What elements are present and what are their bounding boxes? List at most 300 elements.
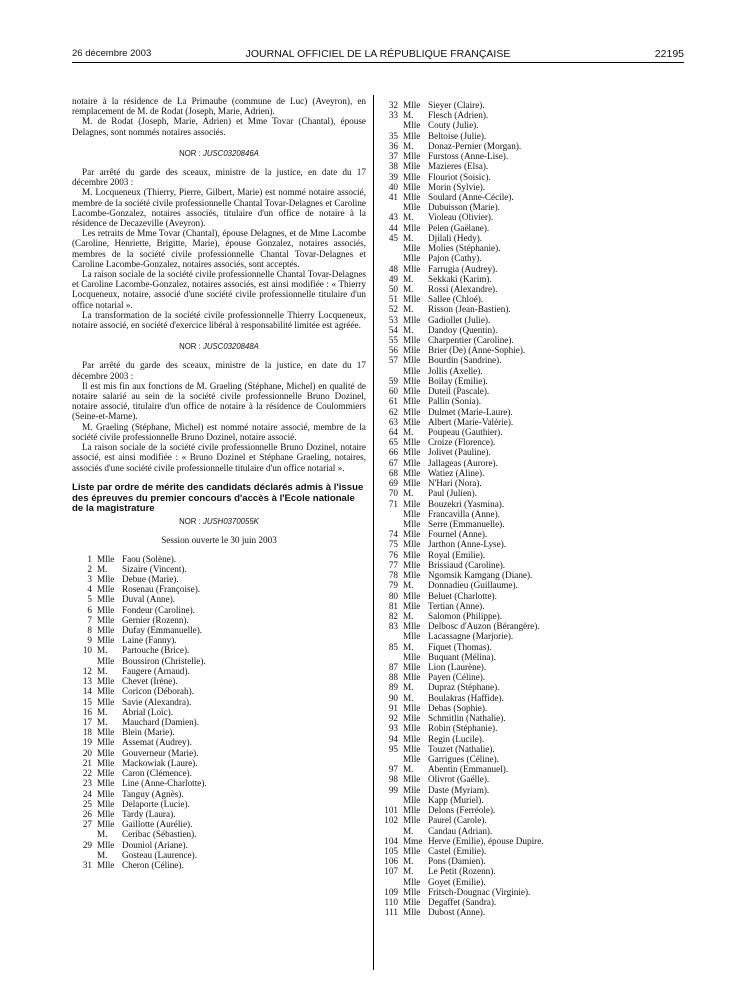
list-item <box>380 468 676 478</box>
candidate-title: Mlle <box>97 614 115 625</box>
list-item <box>72 748 366 758</box>
rank-number: 65 <box>388 437 398 448</box>
rank-number: 60 <box>388 386 398 397</box>
list-item <box>72 666 366 676</box>
list-item <box>72 574 366 584</box>
rank-number: 68 <box>388 467 398 478</box>
list-item <box>72 584 366 594</box>
rank-number: 26 <box>82 808 92 819</box>
rank-number: 75 <box>388 539 398 550</box>
candidate-title: M. <box>97 645 108 656</box>
candidate-name: Dubost (Anne). <box>428 907 486 918</box>
list-item <box>380 591 676 601</box>
rank-number: 94 <box>388 733 398 744</box>
rank-number <box>380 652 398 662</box>
candidate-title: Mlle <box>403 437 421 448</box>
list-item <box>72 707 366 717</box>
candidate-title: M. <box>403 232 414 243</box>
candidate-title: Mlle <box>403 171 421 182</box>
candidate-title: Mlle <box>403 845 421 856</box>
candidate-name: Ngomsik Kamgang (Diane). <box>428 570 533 581</box>
rank-number: 82 <box>388 610 398 621</box>
rank-number: 21 <box>82 757 92 768</box>
list-item <box>380 294 676 304</box>
candidate-title: Mlle <box>403 876 421 887</box>
candidate-title: Mlle <box>403 672 421 683</box>
list-item <box>380 529 676 539</box>
candidate-title: Mlle <box>403 294 421 305</box>
right-column <box>380 100 676 918</box>
nor-reference <box>72 149 366 159</box>
decree-paragraph: Les retraits de Mme Tovar (Chantal), épouse Delagnes, et de Mme Lacombe (Caroline, Henriette, Brigitte, Marie), épouse Gonzalez, notaires associés, membres de la société civile professionnelle Chantal Tovar-Delagnes et Caroline Lacombe-Gonzalez, notaires associés, sont acceptés. <box>72 228 366 269</box>
rank-number: 76 <box>388 549 398 560</box>
rank-number: 1 <box>87 553 92 564</box>
candidate-title: Mlle <box>97 757 115 768</box>
candidate-name: N'Hari (Nora). <box>428 478 482 489</box>
candidate-title: Mlle <box>403 191 421 202</box>
candidate-title: Mlle <box>403 202 421 213</box>
rank-number: 61 <box>388 396 398 407</box>
candidate-title: Mlle <box>403 345 421 356</box>
candidate-name: Violeau (Olivier). <box>428 212 494 223</box>
candidate-title: Mlle <box>403 478 421 489</box>
rank-number: 15 <box>82 696 92 707</box>
rank-number: 14 <box>82 686 92 697</box>
candidate-name: Cheron (Céline). <box>122 860 184 871</box>
candidate-title: Mlle <box>97 768 115 779</box>
rank-number <box>380 366 398 376</box>
rank-number: 19 <box>82 737 92 748</box>
candidate-name: Bouzekri (Yasmina). <box>428 498 505 509</box>
candidate-name: Payen (Céline). <box>428 672 486 683</box>
candidate-title: Mlle <box>97 655 115 666</box>
rank-number: 20 <box>82 747 92 758</box>
candidate-name: Tanguy (Agnès). <box>122 788 184 799</box>
candidate-name: Faugere (Arnaud). <box>122 665 190 676</box>
candidate-title: Mlle <box>97 788 115 799</box>
list-item <box>380 815 676 825</box>
list-item <box>380 713 676 723</box>
candidate-name: Gosteau (Laurence). <box>122 849 197 860</box>
candidate-title: M. <box>97 563 108 574</box>
rank-number: 104 <box>384 835 398 846</box>
list-item <box>380 662 676 672</box>
candidate-name: Daste (Myriam). <box>428 784 490 795</box>
candidate-name: Jarthon (Anne-Lyse). <box>428 539 507 550</box>
list-item <box>380 386 676 396</box>
list-item <box>380 774 676 784</box>
rank-number: 95 <box>388 743 398 754</box>
list-item <box>380 754 676 764</box>
column-divider <box>373 95 374 970</box>
candidate-name: Sieyer (Claire). <box>428 100 485 110</box>
candidate-name: Donaz-Pernier (Morgan). <box>428 140 522 151</box>
list-item <box>380 519 676 529</box>
rank-number: 59 <box>388 375 398 386</box>
candidate-name: Sizaire (Vincent). <box>122 563 187 574</box>
candidate-title: Mlle <box>97 727 115 738</box>
rank-number: 53 <box>388 314 398 325</box>
candidate-list-right <box>380 100 676 918</box>
candidate-title: Mlle <box>403 508 421 519</box>
decree-paragraph: M. Locqueneux (Thierry, Pierre, Gilbert, Marie) est nommé notaire associé, membre de la société civile professionnelle Chantal Tovar-Delagnes et Caroline Lacombe-Gonzalez, notaires associés, titulaire d'un office de notaire à la résidence de Decazeville (Aveyron). <box>72 187 366 229</box>
rank-number <box>72 656 92 666</box>
list-item <box>380 447 676 457</box>
candidate-name: Olivrot (Gaëlle). <box>428 774 490 785</box>
candidate-name: Jallageas (Aurore). <box>428 457 498 468</box>
nor-code: JUSC0320846A <box>202 148 259 158</box>
rank-number <box>380 877 398 887</box>
candidate-name: Morin (Sylvie). <box>428 181 486 192</box>
list-item <box>380 264 676 274</box>
candidate-name: Mauchard (Damien). <box>122 717 200 727</box>
list-item <box>72 737 366 747</box>
list-item <box>380 427 676 437</box>
rank-number: 50 <box>388 283 398 294</box>
candidate-title: M. <box>97 829 108 840</box>
list-item <box>380 795 676 805</box>
list-title: Liste par ordre de mérite des candidats déclarés admis à l'issue des épreuves du premier concours d'accès à l'Ecole nationale de la magistrature <box>72 481 364 515</box>
list-item <box>380 417 676 427</box>
candidate-name: Dulmet (Marie-Laure). <box>428 406 513 417</box>
rank-number: 24 <box>82 788 92 799</box>
candidate-title: M. <box>403 764 414 775</box>
rank-number: 102 <box>384 815 398 826</box>
rank-number: 55 <box>388 335 398 346</box>
rank-number: 57 <box>388 355 398 366</box>
rank-number: 85 <box>388 641 398 652</box>
candidate-title: Mlle <box>403 621 421 632</box>
candidate-name: Soulard (Anne-Cécile). <box>428 191 514 202</box>
decree-paragraph: La transformation de la société civile professionnelle Thierry Locqueneux, notaire associé, en société d'exercice libéral à responsabilité limitée est agréée. <box>72 309 366 331</box>
rank-number <box>380 631 398 641</box>
rank-number: 5 <box>87 594 92 605</box>
nor-code: JUSH0370055K <box>202 517 259 527</box>
rank-number: 91 <box>388 702 398 713</box>
candidate-name: Pelen (Gaëlane). <box>428 222 490 233</box>
candidate-title: M. <box>403 641 414 652</box>
rank-number: 70 <box>388 488 398 499</box>
list-item <box>72 860 366 870</box>
list-item <box>380 345 676 355</box>
rank-number: 48 <box>388 263 398 274</box>
candidate-title: Mlle <box>403 467 421 478</box>
candidate-title: Mlle <box>403 794 421 805</box>
rank-number: 17 <box>82 717 92 727</box>
rank-number: 25 <box>82 798 92 809</box>
rank-number: 22 <box>82 768 92 779</box>
candidate-name: Regin (Lucile). <box>428 733 485 744</box>
candidate-list-left <box>72 554 366 871</box>
candidate-name: Molies (Stéphanie). <box>428 243 501 254</box>
rank-number: 64 <box>388 427 398 437</box>
rank-number <box>380 754 398 764</box>
rank-number: 93 <box>388 723 398 734</box>
list-item <box>72 840 366 850</box>
rank-number: 90 <box>388 692 398 703</box>
rank-number: 56 <box>388 345 398 356</box>
candidate-name: Assemat (Audrey). <box>122 737 192 748</box>
candidate-name: Tertian (Anne). <box>428 600 485 611</box>
candidate-name: Watiez (Aline). <box>428 467 485 478</box>
list-item <box>380 601 676 611</box>
candidate-title: M. <box>403 212 414 223</box>
candidate-title: Mme <box>403 835 423 846</box>
list-item <box>380 253 676 263</box>
candidate-name: Furstoss (Anne-Lise). <box>428 151 509 162</box>
rank-number: 13 <box>82 676 92 687</box>
list-item <box>380 642 676 652</box>
candidate-title: Mlle <box>403 713 421 724</box>
header-date: 26 décembre 2003 <box>72 48 152 59</box>
rank-number: 41 <box>388 191 398 202</box>
candidate-name: Delaporte (Lucie). <box>122 798 190 809</box>
list-item <box>380 672 676 682</box>
rank-number: 88 <box>388 672 398 683</box>
candidate-name: Kapp (Muriel). <box>428 794 484 805</box>
candidate-name: Gaillotte (Aurélie). <box>122 819 193 830</box>
list-item <box>72 676 366 686</box>
session-line: Session ouverte le 30 juin 2003 <box>161 535 277 546</box>
rank-number <box>380 519 398 529</box>
list-item <box>72 625 366 635</box>
rank-number: 54 <box>388 324 398 335</box>
rank-number <box>380 120 398 130</box>
candidate-title: Mlle <box>403 733 421 744</box>
rank-number: 74 <box>388 529 398 540</box>
candidate-name: Donnadieu (Guillaume). <box>428 580 518 591</box>
candidate-name: Boilay (Emilie). <box>428 375 488 386</box>
page-number: 22195 <box>654 48 684 60</box>
rank-number <box>380 253 398 263</box>
rank-number: 2 <box>87 563 92 574</box>
list-item <box>72 819 366 829</box>
list-item <box>72 605 366 615</box>
rank-number: 49 <box>388 273 398 284</box>
list-item <box>380 458 676 468</box>
rank-number: 63 <box>388 416 398 427</box>
candidate-name: Dupraz (Stéphane). <box>428 682 500 693</box>
decree-paragraph: M. Graeling (Stéphane, Michel) est nommé notaire associé, membre de la société civile professionnelle Bruno Dozinel, notaire associé. <box>72 421 366 442</box>
candidate-title: Mlle <box>97 839 115 850</box>
candidate-name: Flesch (Adrien). <box>428 110 489 121</box>
candidate-name: Chevet (Irène). <box>122 676 178 687</box>
candidate-title: Mlle <box>97 778 115 789</box>
candidate-title: M. <box>97 849 108 860</box>
rank-number: 33 <box>388 110 398 121</box>
list-item <box>72 564 366 574</box>
candidate-name: Savie (Alexandra). <box>122 696 192 707</box>
list-item <box>380 560 676 570</box>
list-item <box>72 554 366 564</box>
candidate-name: Schmitlin (Nathalie). <box>428 713 506 724</box>
rank-number: 27 <box>82 819 92 830</box>
list-item <box>380 785 676 795</box>
rank-number: 43 <box>388 212 398 223</box>
candidate-title: M. <box>403 140 414 151</box>
candidate-title: Mlle <box>403 130 421 141</box>
rank-number: 8 <box>87 625 92 636</box>
candidate-name: Debas (Sophie). <box>428 702 488 713</box>
rank-number: 97 <box>388 764 398 775</box>
rank-number: 52 <box>388 304 398 315</box>
candidate-title: M. <box>403 283 414 294</box>
candidate-name: Le Petit (Rozenn). <box>428 866 496 877</box>
candidate-title: M. <box>403 692 414 703</box>
candidate-name: Gadiollet (Julie). <box>428 314 491 325</box>
rank-number: 110 <box>384 897 398 908</box>
candidate-name: Beluet (Charlotte). <box>428 590 497 601</box>
candidate-title: Mlle <box>97 747 115 758</box>
list-item <box>380 723 676 733</box>
rank-number: 80 <box>388 590 398 601</box>
list-item <box>380 744 676 754</box>
list-item <box>380 274 676 284</box>
list-item <box>72 727 366 737</box>
candidate-name: Fondeur (Caroline). <box>122 604 195 615</box>
intro-paragraph: notaire à la résidence de La Primaube (commune de Luc) (Aveyron), en remplacement de M. de Rodat (Joseph, Marie, Adrien). <box>72 96 366 117</box>
candidate-name: Blein (Marie). <box>122 727 175 738</box>
candidate-name: Castel (Emilie). <box>428 845 487 856</box>
candidate-name: Farrugia (Audrey). <box>428 263 498 274</box>
rank-number: 31 <box>82 860 92 871</box>
candidate-name: Rossi (Alexandre). <box>428 283 498 294</box>
candidate-title: Mlle <box>403 539 421 550</box>
candidate-title: Mlle <box>97 635 115 646</box>
list-item <box>380 437 676 447</box>
candidate-title: Mlle <box>403 774 421 785</box>
candidate-name: Herve (Emilie), épouse Dupire. <box>428 835 544 846</box>
rank-number: 16 <box>82 706 92 717</box>
nor-label: NOR : <box>179 517 201 527</box>
rank-number: 44 <box>388 222 398 233</box>
candidate-name: Brissiaud (Caroline). <box>428 559 506 570</box>
candidate-name: Touzet (Nathalie). <box>428 743 495 754</box>
list-item <box>380 284 676 294</box>
candidate-name: Buquant (Mélina). <box>428 651 496 662</box>
list-item <box>72 645 366 655</box>
candidate-title: M. <box>403 825 414 836</box>
candidate-title: M. <box>403 610 414 621</box>
candidate-name: Garrigues (Céline). <box>428 754 499 764</box>
candidate-title: Mlle <box>403 386 421 397</box>
candidate-title: Mlle <box>403 100 421 110</box>
list-item <box>72 778 366 788</box>
list-item <box>380 539 676 549</box>
candidate-name: Candau (Adrian). <box>428 825 493 836</box>
candidate-name: Pallin (Sonia). <box>428 396 482 407</box>
candidate-name: Fournel (Anne). <box>428 529 488 540</box>
candidate-title: Mlle <box>403 651 421 662</box>
candidate-name: Mazieres (Elsa). <box>428 161 489 172</box>
header-rule <box>72 62 684 63</box>
list-item <box>72 697 366 707</box>
list-item <box>380 734 676 744</box>
rank-number: 79 <box>388 580 398 591</box>
candidate-name: Risson (Jean-Bastien). <box>428 304 511 315</box>
rank-number <box>380 826 398 836</box>
rank-number: 23 <box>82 778 92 789</box>
candidate-title: Mlle <box>403 151 421 162</box>
list-item <box>380 335 676 345</box>
candidate-name: Couty (Julie). <box>428 120 479 131</box>
candidate-name: Flouriot (Soisic). <box>428 171 491 182</box>
candidate-name: Coricon (Déborah). <box>122 686 194 697</box>
candidate-title: M. <box>403 427 414 437</box>
candidate-name: Poupeau (Gauthier). <box>428 427 503 437</box>
list-item <box>72 799 366 809</box>
list-item <box>72 717 366 727</box>
candidate-name: Douniol (Ariane). <box>122 839 188 850</box>
candidate-title: Mlle <box>403 314 421 325</box>
candidate-title: Mlle <box>403 222 421 233</box>
candidate-title: Mlle <box>403 600 421 611</box>
rank-number <box>380 243 398 253</box>
candidate-title: Mlle <box>403 120 421 131</box>
rank-number: 71 <box>388 498 398 509</box>
candidate-title: Mlle <box>97 686 115 697</box>
nor-reference <box>72 517 366 527</box>
list-item <box>380 100 676 110</box>
candidate-name: Fiquet (Thomas). <box>428 641 492 652</box>
candidate-title: Mlle <box>403 886 421 897</box>
candidate-title: Mlle <box>97 573 115 584</box>
list-item <box>72 789 366 799</box>
list-item <box>380 805 676 815</box>
intro-paragraph: M. de Rodat (Joseph, Marie, Adrien) et Mme Tovar (Chantal), épouse Delagnes, sont nommés notaires associés. <box>72 116 366 137</box>
candidate-title: Mlle <box>403 897 421 908</box>
rank-number: 99 <box>388 784 398 795</box>
candidate-name: Jollis (Axelle). <box>428 365 483 376</box>
list-item <box>380 366 676 376</box>
rank-number: 87 <box>388 662 398 673</box>
list-item <box>380 212 676 222</box>
candidate-title: Mlle <box>403 365 421 376</box>
candidate-title: Mlle <box>97 553 115 564</box>
list-item <box>380 325 676 335</box>
list-item <box>380 304 676 314</box>
rank-number: 51 <box>388 294 398 305</box>
candidate-name: Salomon (Philippe). <box>428 610 503 621</box>
candidate-name: Ceribac (Sébastien). <box>122 829 197 840</box>
candidate-title: Mlle <box>403 243 421 254</box>
rank-number: 81 <box>388 600 398 611</box>
candidate-title: Mlle <box>403 743 421 754</box>
list-item <box>380 509 676 519</box>
list-item <box>380 172 676 182</box>
list-item <box>380 396 676 406</box>
decree-paragraph: La raison sociale de la société civile professionnelle Bruno Dozinel, notaire associé, est ainsi modifiée : « Bruno Dozinel et Stéphane Graeling, notaires, associés d'une société civile professionnelle titulaire d'un office notarial ». <box>72 442 366 473</box>
nor-label: NOR : <box>179 342 201 352</box>
candidate-name: Partouche (Brice). <box>122 645 190 656</box>
rank-number: 18 <box>82 727 92 738</box>
list-item <box>380 846 676 856</box>
rank-number: 39 <box>388 171 398 182</box>
rank-number: 98 <box>388 774 398 785</box>
list-item <box>380 682 676 692</box>
candidate-name: Abentin (Emmanuel). <box>428 764 509 775</box>
list-item <box>380 141 676 151</box>
rank-number: 29 <box>82 839 92 850</box>
list-item <box>380 355 676 365</box>
rank-number <box>380 509 398 519</box>
list-item <box>72 615 366 625</box>
rank-number: 106 <box>384 856 398 867</box>
rank-number: 10 <box>82 645 92 656</box>
candidate-title: M. <box>403 324 414 335</box>
decree-paragraph: Il est mis fin aux fonctions de M. Graeling (Stéphane, Michel) en qualité de notaire salarié au sein de la société civile professionnelle Bruno Dozinel, notaire associé, titulaire d'un office de notaire à la résidence de Coulommiers (Seine-et-Marne). <box>72 380 366 422</box>
candidate-title: Mlle <box>403 375 421 386</box>
